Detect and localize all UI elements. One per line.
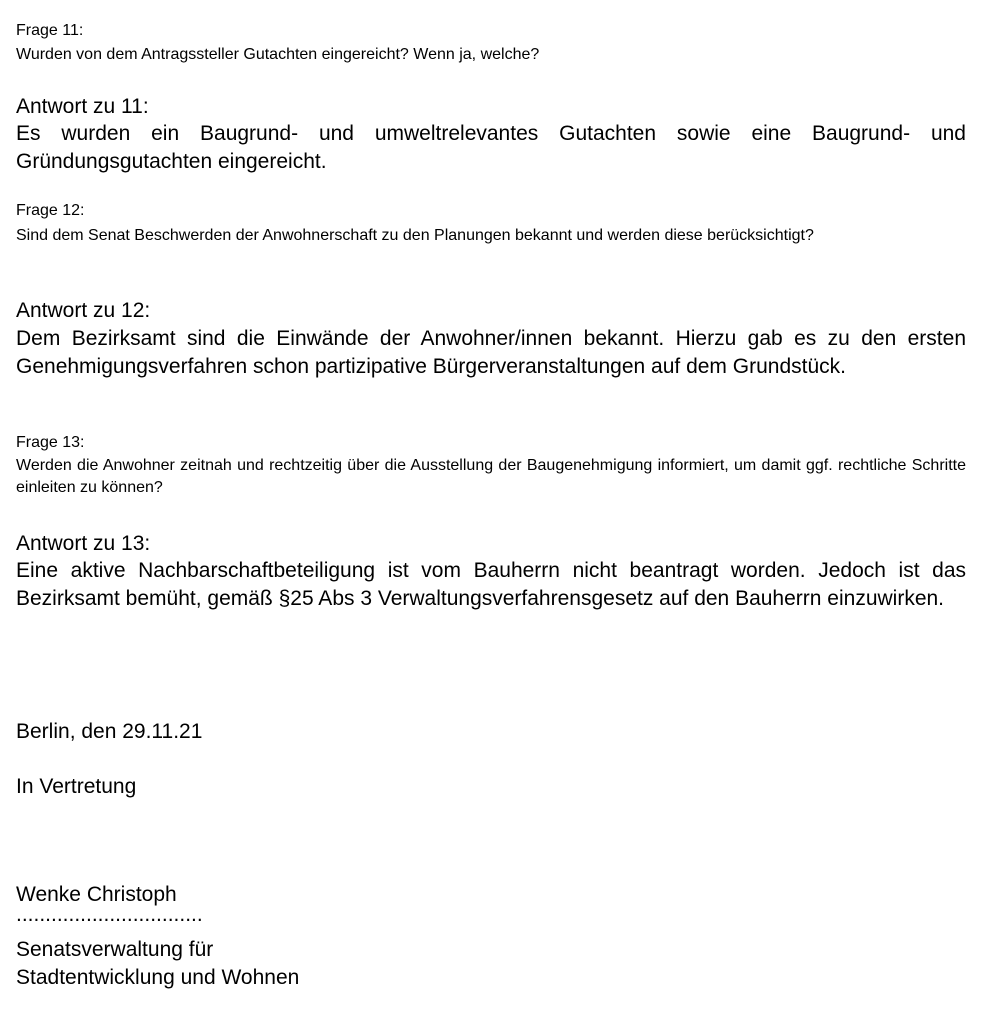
signature-line: ................................ bbox=[16, 903, 203, 926]
signatory-name: Wenke Christoph bbox=[16, 883, 177, 906]
question-13-text: Werden die Anwohner zeitnah und rechtzeitig über die Ausstellung der Baugenehmigung informiert, um damit ggf. rechtliche Schritte einleiten zu können? bbox=[16, 457, 966, 496]
question-11-label: Frage 11: bbox=[16, 22, 84, 39]
question-12-label: Frage 12: bbox=[16, 202, 85, 219]
question-13-label: Frage 13: bbox=[16, 434, 85, 451]
question-12-text: Sind dem Senat Beschwerden der Anwohnerschaft zu den Planungen bekannt und werden diese berücksichtigt? bbox=[16, 227, 814, 244]
question-11-text: Wurden von dem Antragssteller Gutachten eingereicht? Wenn ja, welche? bbox=[16, 46, 540, 63]
answer-13-text: Eine aktive Nachbarschaftbeteiligung ist vom Bauherrn nicht beantragt worden. Jedoch ist das Bezirksamt bemüht, gemäß §25 Abs 3 Verwaltungsverfahrensgesetz auf den Bauherrn einzuwirken. bbox=[16, 559, 966, 610]
answer-13-label: Antwort zu 13: bbox=[16, 532, 151, 555]
answer-11-text: Es wurden ein Baugrund- und umweltrelevantes Gutachten sowie eine Baugrund- und Gründungsgutachten eingereicht. bbox=[16, 122, 966, 173]
answer-11-label: Antwort zu 11: bbox=[16, 95, 149, 118]
department-line-1: Senatsverwaltung für bbox=[16, 938, 214, 961]
representation-note: In Vertretung bbox=[16, 775, 137, 798]
place-date: Berlin, den 29.11.21 bbox=[16, 720, 203, 743]
answer-12-text: Dem Bezirksamt sind die Einwände der Anwohner/innen bekannt. Hierzu gab es zu den ersten Genehmigungsverfahren schon partizipative Bürgerveranstaltungen auf dem Grundstück. bbox=[16, 327, 966, 378]
department-line-2: Stadtentwicklung und Wohnen bbox=[16, 966, 300, 989]
answer-12-label: Antwort zu 12: bbox=[16, 299, 151, 322]
